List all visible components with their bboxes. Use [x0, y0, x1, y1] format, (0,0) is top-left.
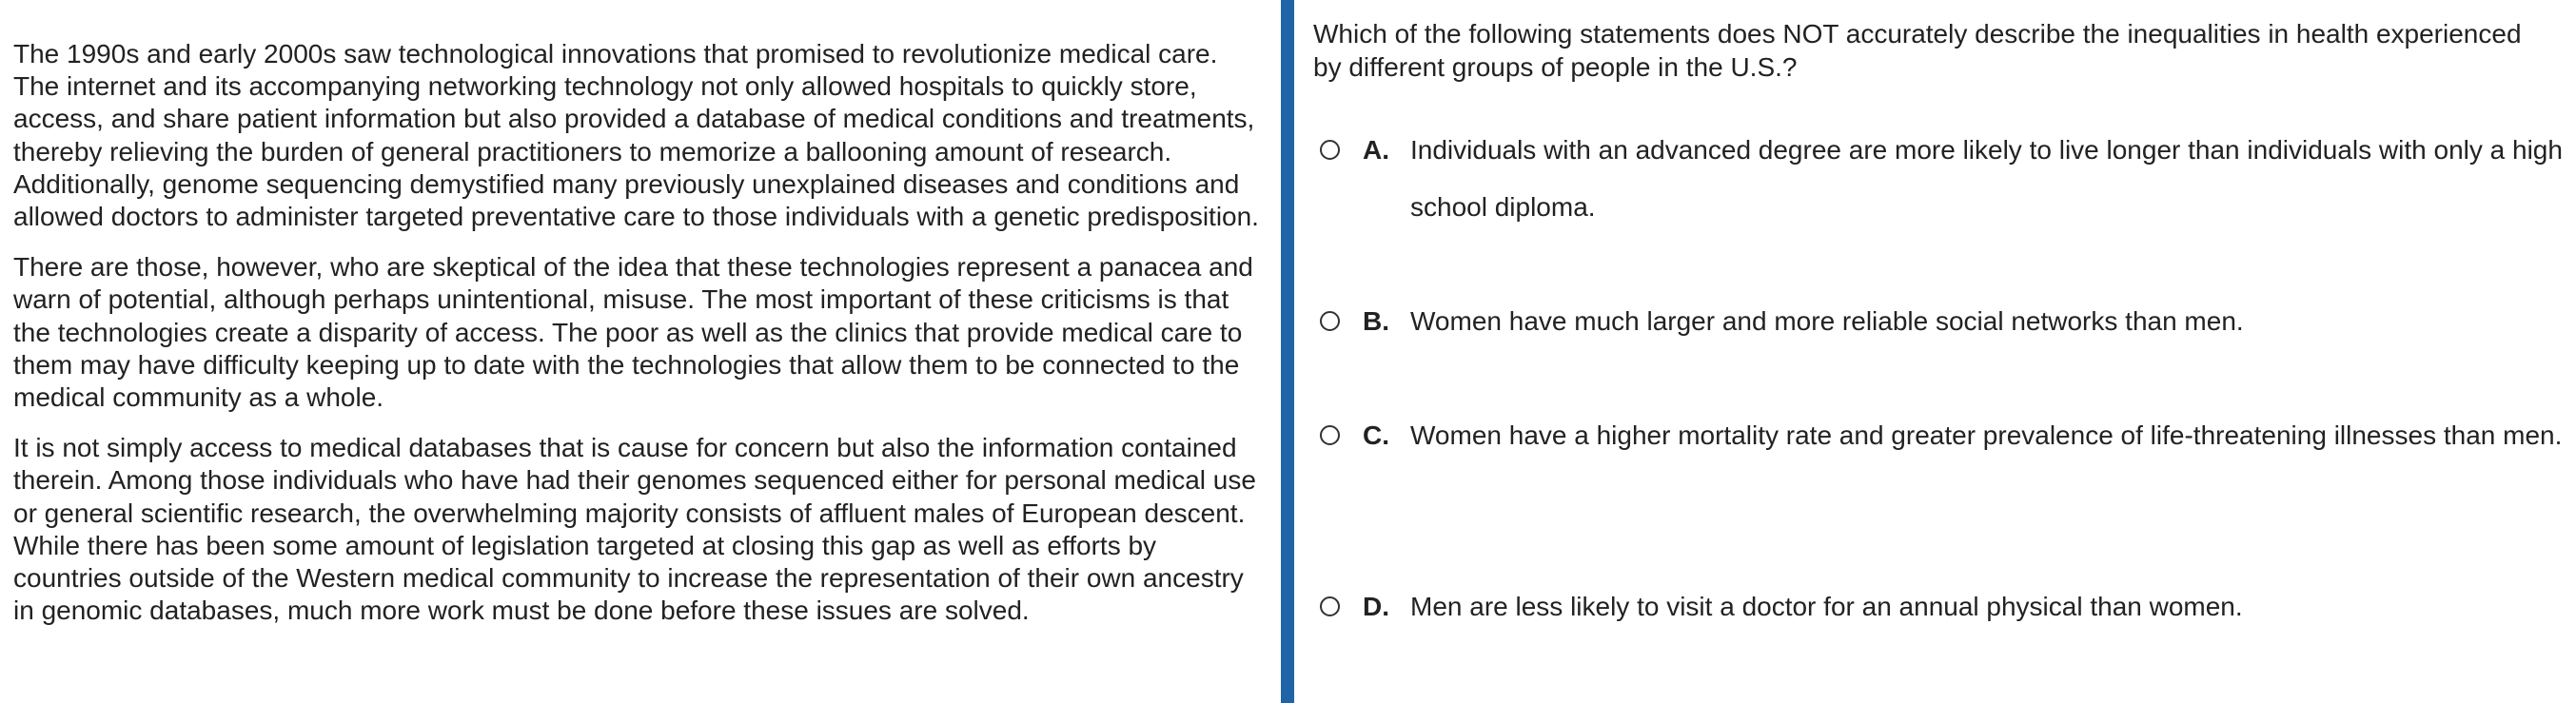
option-text-a: Individuals with an advanced degree are more likely to live longer than individuals with only a high school diploma.	[1410, 135, 2563, 222]
option-letter-d: D.	[1363, 592, 1389, 621]
question-prompt: Which of the following statements does NOT accurately describe the inequalities in health experienced by different groups of people in the U.S.?	[1313, 19, 2522, 82]
radio-button-c[interactable]	[1320, 425, 1340, 445]
option-text-d: Men are less likely to visit a doctor for an annual physical than women.	[1410, 592, 2243, 621]
passage-paragraph-3: It is not simply access to medical databases that is cause for concern but also the information contained therein. Among those individuals who have had their genomes sequenced either for personal medical use or general scientific research, the overwhelming majority consists of affluent males of European descent. While there has been some amount of legislation targeted at closing this gap as well as efforts by countries outside of the Western medical community to increase the representation of their own ancestry in genomic databases, much more work must be done before these issues are solved.	[13, 433, 1256, 626]
option-letter-a: A.	[1363, 135, 1389, 165]
answer-option-a[interactable]	[1313, 131, 2574, 236]
option-letter-b: B.	[1363, 306, 1389, 336]
reading-passage	[13, 38, 1269, 645]
radio-button-b[interactable]	[1320, 311, 1340, 331]
pane-divider[interactable]	[1281, 0, 1294, 703]
option-text-c: Women have a higher mortality rate and greater prevalence of life-threatening illnesses than men.	[1410, 420, 2563, 450]
option-text-b: Women have much larger and more reliable social networks than men.	[1410, 306, 2244, 336]
option-letter-c: C.	[1363, 420, 1389, 450]
radio-button-d[interactable]	[1320, 596, 1340, 616]
answer-option-b[interactable]	[1313, 303, 2574, 350]
passage-paragraph-2: There are those, however, who are skeptical of the idea that these technologies represent a panacea and warn of potential, although perhaps unintentional, misuse. The most important of these criticisms is that the technologies create a disparity of access. The poor as well as the clinics that provide medical care to them may have difficulty keeping up to date with the technologies that allow them to be connected to the medical community as a whole.	[13, 252, 1253, 413]
passage-paragraph-1: The 1990s and early 2000s saw technological innovations that promised to revolutionize medical care. The internet and its accompanying networking technology not only allowed hospitals to quickly store, access, and share patient information but also provided a database of medical conditions and treatments, thereby relieving the burden of general practitioners to memorize a ballooning amount of research. Additionally, genome sequencing demystified many previously unexplained diseases and conditions and allowed doctors to administer targeted preventative care to those individuals with a genetic predisposition.	[13, 39, 1259, 232]
answer-option-d[interactable]	[1313, 588, 2574, 635]
answer-option-c[interactable]	[1313, 417, 2574, 464]
radio-button-a[interactable]	[1320, 140, 1340, 160]
